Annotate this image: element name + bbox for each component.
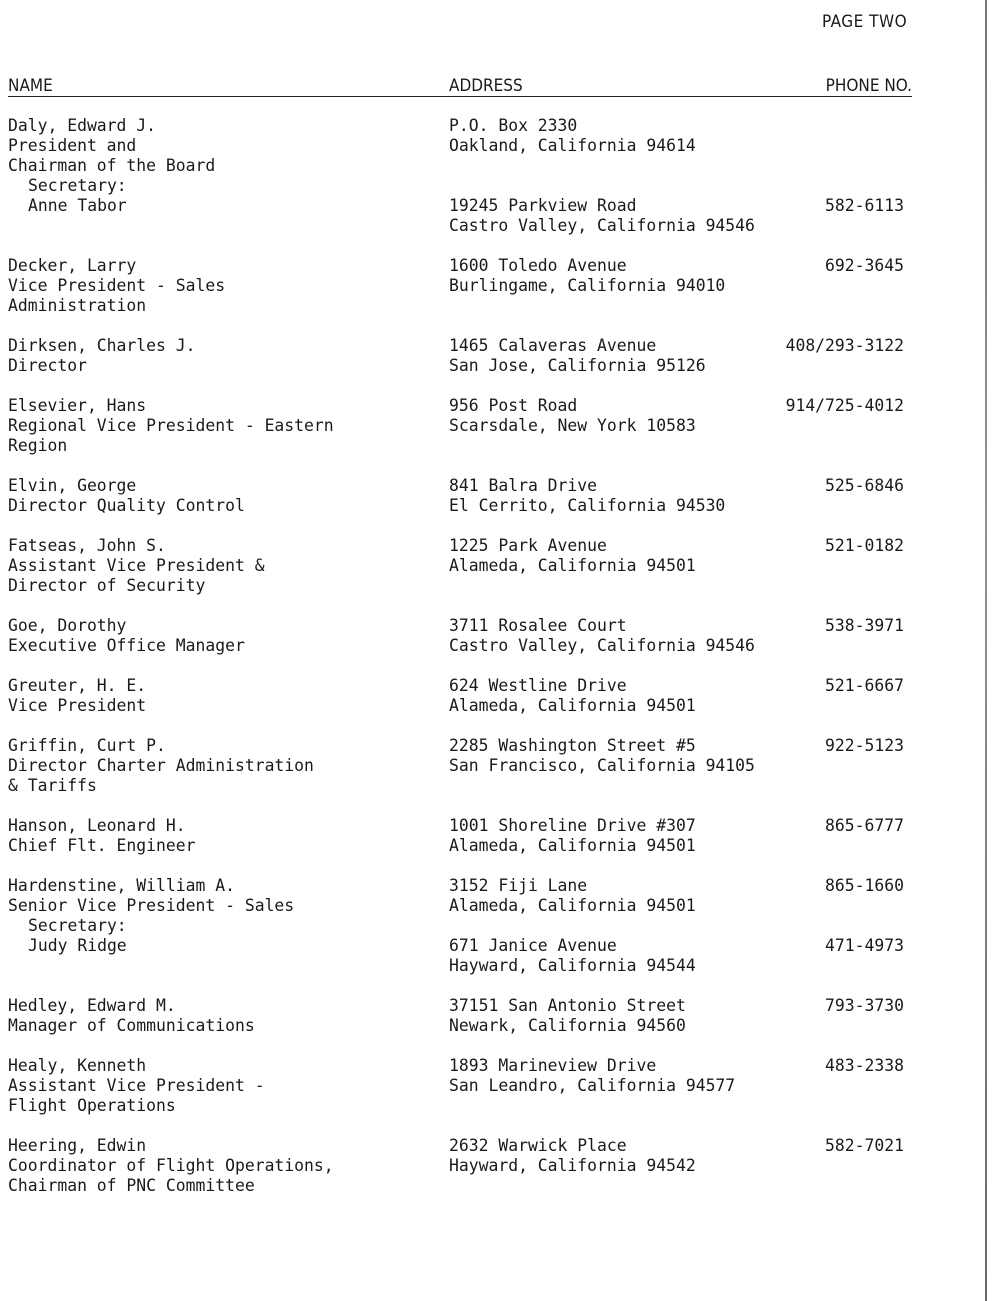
address-line: 19245 Parkview Road [449, 196, 637, 215]
person-title: Director Charter Administration [8, 756, 314, 775]
person-title: & Tariffs [8, 776, 97, 795]
person-title: Assistant Vice President - [8, 1076, 265, 1095]
entry-line [8, 296, 908, 316]
entry-line [8, 256, 908, 276]
person-title: Administration [8, 296, 147, 315]
address-line: Scarsdale, New York 10583 [449, 416, 696, 435]
directory-entry [8, 676, 908, 716]
column-headers [8, 76, 912, 96]
person-title: Coordinator of Flight Operations, [8, 1156, 334, 1175]
person-name: Dirksen, Charles J. [8, 336, 196, 355]
entry-line [8, 776, 908, 796]
entry-line [8, 1096, 908, 1116]
person-title: Vice President [8, 696, 147, 715]
address-line: 2632 Warwick Place [449, 1136, 627, 1155]
directory-entry [8, 876, 908, 976]
directory-entry [8, 536, 908, 596]
person-name: Hanson, Leonard H. [8, 816, 186, 835]
header-phone: PHONE NO. [825, 76, 912, 96]
header-name: NAME [8, 76, 53, 96]
person-name: Hardenstine, William A. [8, 876, 235, 895]
person-title: Regional Vice President - Eastern [8, 416, 334, 435]
phone-number: 408/293-3122 [785, 336, 904, 355]
entry-line [8, 936, 908, 956]
address-line: Alameda, California 94501 [449, 836, 696, 855]
person-title: Chairman of the Board [8, 156, 216, 175]
address-line: 624 Westline Drive [449, 676, 627, 695]
entry-line [8, 736, 908, 756]
entry-line [8, 876, 908, 896]
person-title: Secretary: [28, 176, 127, 195]
phone-number: 538-3971 [825, 616, 904, 635]
person-title: Region [8, 436, 68, 455]
address-line: 841 Balra Drive [449, 476, 598, 495]
entry-line [8, 1136, 908, 1156]
entry-line [8, 196, 908, 216]
address-line: Castro Valley, California 94546 [449, 216, 755, 235]
address-line: San Francisco, California 94105 [449, 756, 755, 775]
address-line: El Cerrito, California 94530 [449, 496, 726, 515]
directory-entry [8, 996, 908, 1036]
person-title: President and [8, 136, 137, 155]
entry-line [8, 916, 908, 936]
person-name: Heering, Edwin [8, 1136, 147, 1155]
directory-entry [8, 396, 908, 456]
address-line: Newark, California 94560 [449, 1016, 686, 1035]
entry-line [8, 1076, 908, 1096]
directory-entry [8, 336, 908, 376]
person-title: Senior Vice President - Sales [8, 896, 295, 915]
entry-line [8, 576, 908, 596]
address-line: 37151 San Antonio Street [449, 996, 686, 1015]
person-name: Griffin, Curt P. [8, 736, 166, 755]
person-title: Judy Ridge [28, 936, 127, 955]
address-line: 956 Post Road [449, 396, 578, 415]
person-title: Anne Tabor [28, 196, 127, 215]
person-title: Secretary: [28, 916, 127, 935]
person-name: Healy, Kenneth [8, 1056, 147, 1075]
entry-line [8, 536, 908, 556]
address-line: Burlingame, California 94010 [449, 276, 726, 295]
directory-entry [8, 1056, 908, 1116]
directory-list [8, 116, 908, 1216]
entry-line [8, 996, 908, 1016]
entry-line [8, 1176, 908, 1196]
phone-number: 692-3645 [825, 256, 904, 275]
person-title: Director of Security [8, 576, 206, 595]
directory-entry [8, 256, 908, 316]
address-line: P.O. Box 2330 [449, 116, 578, 135]
phone-number: 471-4973 [825, 936, 904, 955]
person-title: Director Quality Control [8, 496, 245, 515]
address-line: Castro Valley, California 94546 [449, 636, 755, 655]
entry-line [8, 436, 908, 456]
address-line: Alameda, California 94501 [449, 556, 696, 575]
person-title: Vice President - Sales [8, 276, 226, 295]
person-title: Director [8, 356, 87, 375]
address-line: 1600 Toledo Avenue [449, 256, 627, 275]
address-line: Alameda, California 94501 [449, 696, 696, 715]
person-title: Chairman of PNC Committee [8, 1176, 255, 1195]
entry-line [8, 756, 908, 776]
entry-line [8, 276, 908, 296]
phone-number: 483-2338 [825, 1056, 904, 1075]
directory-entry [8, 616, 908, 656]
address-line: 1001 Shoreline Drive #307 [449, 816, 696, 835]
entry-line [8, 176, 908, 196]
entry-line [8, 476, 908, 496]
phone-number: 865-6777 [825, 816, 904, 835]
entry-line [8, 896, 908, 916]
address-line: 3711 Rosalee Court [449, 616, 627, 635]
person-title: Chief Flt. Engineer [8, 836, 196, 855]
person-title: Executive Office Manager [8, 636, 245, 655]
person-name: Goe, Dorothy [8, 616, 127, 635]
entry-line [8, 156, 908, 176]
directory-entry [8, 116, 908, 236]
person-name: Hedley, Edward M. [8, 996, 176, 1015]
entry-line [8, 136, 908, 156]
page-number: PAGE TWO [822, 12, 908, 32]
address-line: 671 Janice Avenue [449, 936, 617, 955]
address-line: 1893 Marineview Drive [449, 1056, 657, 1075]
entry-line [8, 216, 908, 236]
entry-line [8, 356, 908, 376]
phone-number: 865-1660 [825, 876, 904, 895]
address-line: Hayward, California 94544 [449, 956, 696, 975]
entry-line [8, 396, 908, 416]
address-line: 1225 Park Avenue [449, 536, 607, 555]
page-edge-line [985, 0, 987, 1301]
address-line: San Jose, California 95126 [449, 356, 706, 375]
entry-line [8, 1056, 908, 1076]
directory-entry [8, 736, 908, 796]
directory-entry [8, 476, 908, 516]
directory-entry [8, 1136, 908, 1196]
header-address: ADDRESS [449, 76, 523, 96]
address-line: Alameda, California 94501 [449, 896, 696, 915]
person-name: Decker, Larry [8, 256, 137, 275]
address-line: 1465 Calaveras Avenue [449, 336, 657, 355]
phone-number: 793-3730 [825, 996, 904, 1015]
person-title: Flight Operations [8, 1096, 176, 1115]
entry-line [8, 416, 908, 436]
phone-number: 922-5123 [825, 736, 904, 755]
address-line: San Leandro, California 94577 [449, 1076, 736, 1095]
header-rule [8, 96, 912, 97]
address-line: 2285 Washington Street #5 [449, 736, 696, 755]
entry-line [8, 1016, 908, 1036]
entry-line [8, 1156, 908, 1176]
person-title: Manager of Communications [8, 1016, 255, 1035]
entry-line [8, 676, 908, 696]
entry-line [8, 556, 908, 576]
person-name: Elsevier, Hans [8, 396, 147, 415]
entry-line [8, 116, 908, 136]
phone-number: 914/725-4012 [785, 396, 904, 415]
entry-line [8, 836, 908, 856]
phone-number: 521-0182 [825, 536, 904, 555]
person-name: Daly, Edward J. [8, 116, 157, 135]
entry-line [8, 616, 908, 636]
phone-number: 521-6667 [825, 676, 904, 695]
phone-number: 525-6846 [825, 476, 904, 495]
person-title: Assistant Vice President & [8, 556, 265, 575]
person-name: Greuter, H. E. [8, 676, 147, 695]
person-name: Fatseas, John S. [8, 536, 166, 555]
phone-number: 582-6113 [825, 196, 904, 215]
phone-number: 582-7021 [825, 1136, 904, 1155]
entry-line [8, 636, 908, 656]
directory-entry [8, 816, 908, 856]
entry-line [8, 696, 908, 716]
address-line: Hayward, California 94542 [449, 1156, 696, 1175]
address-line: Oakland, California 94614 [449, 136, 696, 155]
entry-line [8, 956, 908, 976]
entry-line [8, 496, 908, 516]
person-name: Elvin, George [8, 476, 137, 495]
entry-line [8, 816, 908, 836]
entry-line [8, 336, 908, 356]
address-line: 3152 Fiji Lane [449, 876, 588, 895]
